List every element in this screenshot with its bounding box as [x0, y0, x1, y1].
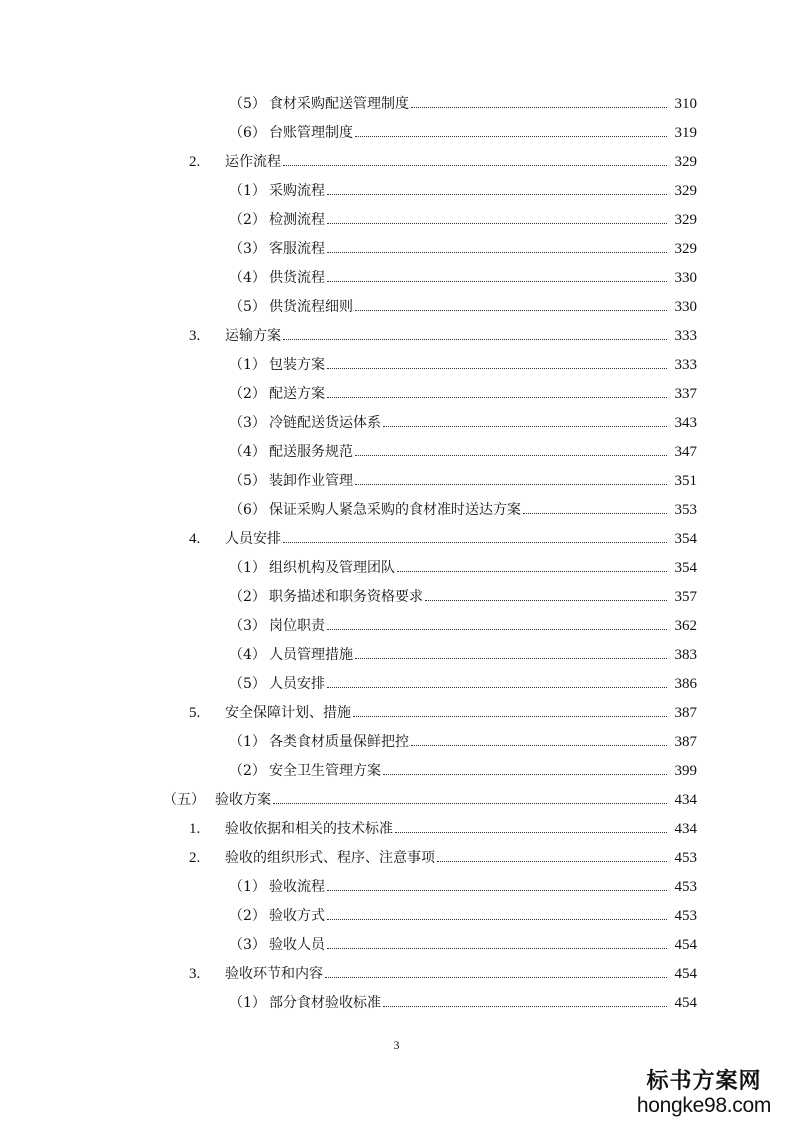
toc-entry: [0, 873, 697, 902]
toc-entry-number: （1）: [229, 183, 266, 199]
toc-entry-page: 329: [674, 212, 697, 228]
toc-entry-number: （5）: [229, 473, 266, 489]
toc-entry-number: （1）: [229, 357, 266, 373]
toc-entry-number: 2.: [189, 154, 201, 170]
toc-entry-number: （2）: [229, 908, 266, 924]
toc-entry-number: （1）: [229, 734, 266, 750]
toc-leader-dots: [353, 702, 667, 717]
toc-leader-dots: [355, 470, 667, 485]
toc-entry-title: 验收人员: [269, 937, 325, 953]
toc-entry-number: 3.: [189, 966, 201, 982]
toc-leader-dots: [355, 644, 667, 659]
toc-entry-title: 食材采购配送管理制度: [269, 96, 409, 112]
toc-entry-number: （1）: [229, 995, 266, 1011]
toc-leader-dots: [397, 557, 667, 572]
toc-entry: [0, 554, 697, 583]
toc-entry-title: 部分食材验收标准: [269, 995, 381, 1011]
toc-entry: [0, 438, 697, 467]
toc-entry: [0, 322, 697, 351]
toc-entry-number: （4）: [229, 444, 266, 460]
toc-leader-dots: [383, 760, 667, 775]
toc-entry: [0, 931, 697, 960]
toc-entry: [0, 525, 697, 554]
toc-entry-title: 检测流程: [269, 212, 325, 228]
toc-entry-number: （5）: [229, 96, 266, 112]
toc-entry-number: （2）: [229, 212, 266, 228]
watermark-logo: [629, 1068, 779, 1118]
toc-leader-dots: [327, 905, 667, 920]
toc-entry-page: 333: [674, 357, 697, 373]
toc-entry: [0, 583, 697, 612]
toc-entry-title: 验收方案: [215, 792, 271, 808]
toc-leader-dots: [325, 963, 667, 978]
toc-entry-page: 351: [674, 473, 697, 489]
toc-entry-number: （4）: [229, 647, 266, 663]
toc-entry: [0, 612, 697, 641]
toc-entry-title: 安全卫生管理方案: [269, 763, 381, 779]
toc-leader-dots: [327, 267, 667, 282]
toc-entry-page: 347: [674, 444, 697, 460]
toc-entry-page: 330: [674, 299, 697, 315]
toc-entry-title: 岗位职责: [269, 618, 325, 634]
toc-entry: [0, 177, 697, 206]
toc-leader-dots: [383, 412, 667, 427]
toc-leader-dots: [327, 383, 667, 398]
toc-entry-title: 验收流程: [269, 879, 325, 895]
toc-entry-page: 453: [674, 850, 697, 866]
toc-entry: [0, 757, 697, 786]
toc-entry-number: 5.: [189, 705, 201, 721]
toc-entry-number: （5）: [229, 299, 266, 315]
toc-entry-page: 337: [674, 386, 697, 402]
toc-entry: [0, 235, 697, 264]
toc-leader-dots: [355, 441, 667, 456]
toc-leader-dots: [327, 180, 667, 195]
toc-entry-title: 台账管理制度: [269, 125, 353, 141]
toc-entry-number: （五）: [163, 792, 205, 808]
toc-entry: [0, 815, 697, 844]
toc-entry-number: （1）: [229, 560, 266, 576]
toc-entry-page: 399: [674, 763, 697, 779]
toc-entry-number: （2）: [229, 763, 266, 779]
toc-leader-dots: [283, 151, 667, 166]
toc-entry-number: 4.: [189, 531, 201, 547]
toc-leader-dots: [273, 789, 667, 804]
toc-leader-dots: [327, 673, 667, 688]
toc-entry: [0, 206, 697, 235]
toc-entry-page: 434: [674, 792, 697, 808]
toc-entry: [0, 293, 697, 322]
toc-entry-page: 330: [674, 270, 697, 286]
toc-entry: [0, 467, 697, 496]
toc-entry-title: 职务描述和职务资格要求: [269, 589, 423, 605]
toc-entry-page: 329: [674, 241, 697, 257]
toc-leader-dots: [355, 122, 667, 137]
toc-entry-page: 357: [674, 589, 697, 605]
toc-leader-dots: [327, 876, 667, 891]
toc-entry-number: 1.: [189, 821, 201, 837]
toc-entry-title: 包装方案: [269, 357, 325, 373]
toc-leader-dots: [327, 238, 667, 253]
toc-entry-title: 人员安排: [269, 676, 325, 692]
toc-leader-dots: [425, 586, 667, 601]
toc-entry-page: 454: [674, 995, 697, 1011]
toc-entry: [0, 670, 697, 699]
toc-entry: [0, 786, 697, 815]
toc-entry-page: 353: [674, 502, 697, 518]
toc-entry-title: 配送方案: [269, 386, 325, 402]
toc-entry: [0, 902, 697, 931]
toc-entry-page: 386: [674, 676, 697, 692]
toc-entry-title: 组织机构及管理团队: [269, 560, 395, 576]
toc-entry-number: 2.: [189, 850, 201, 866]
toc-entry-page: 453: [674, 908, 697, 924]
toc-entry-page: 319: [674, 125, 697, 141]
toc-entry: [0, 989, 697, 1018]
watermark-url: hongke98.com: [636, 1094, 772, 1117]
toc-entry-page: 387: [674, 705, 697, 721]
toc-leader-dots: [327, 209, 667, 224]
toc-entry-number: （3）: [229, 618, 266, 634]
toc-entry-number: （2）: [229, 386, 266, 402]
toc-entry-title: 验收方式: [269, 908, 325, 924]
toc-entry: [0, 641, 697, 670]
toc-entry-number: 3.: [189, 328, 201, 344]
toc-entry-page: 310: [674, 96, 697, 112]
toc-leader-dots: [327, 615, 667, 630]
toc-leader-dots: [283, 528, 667, 543]
toc-entry-page: 454: [674, 966, 697, 982]
toc-entry-number: （3）: [229, 415, 266, 431]
toc-entry: [0, 351, 697, 380]
toc-entry-title: 人员安排: [225, 531, 281, 547]
toc-entry: [0, 90, 697, 119]
toc-entry: [0, 844, 697, 873]
toc-entry-title: 装卸作业管理: [269, 473, 353, 489]
toc-entry-number: （3）: [229, 241, 266, 257]
toc-entry-title: 运作流程: [225, 154, 281, 170]
toc-leader-dots: [523, 499, 667, 514]
page-number: 3: [393, 1038, 400, 1052]
toc-entry-title: 人员管理措施: [269, 647, 353, 663]
toc-entry-page: 387: [674, 734, 697, 750]
toc-entry-title: 冷链配送货运体系: [269, 415, 381, 431]
toc-entry: [0, 699, 697, 728]
toc-entry: [0, 960, 697, 989]
toc-entry-number: （6）: [229, 502, 266, 518]
toc-entry-page: 354: [674, 531, 697, 547]
toc-entry: [0, 380, 697, 409]
toc-entry-title: 客服流程: [269, 241, 325, 257]
toc-entry-title: 各类食材质量保鲜把控: [269, 734, 409, 750]
toc-entry: [0, 409, 697, 438]
toc-entry-title: 验收环节和内容: [225, 966, 323, 982]
watermark-cn: 标书方案网: [646, 1068, 762, 1094]
toc-entry-title: 保证采购人紧急采购的食材准时送达方案: [269, 502, 521, 518]
toc-entry-number: （6）: [229, 125, 266, 141]
toc-leader-dots: [383, 992, 667, 1007]
toc-entry: [0, 496, 697, 525]
toc-entry-page: 454: [674, 937, 697, 953]
toc-entry-title: 采购流程: [269, 183, 325, 199]
toc-entry-number: （1）: [229, 879, 266, 895]
toc-entry-title: 验收依据和相关的技术标准: [225, 821, 393, 837]
toc-leader-dots: [411, 93, 667, 108]
toc-entry-number: （2）: [229, 589, 266, 605]
toc-entry-page: 329: [674, 154, 697, 170]
toc-leader-dots: [411, 731, 667, 746]
toc-entry-title: 运输方案: [225, 328, 281, 344]
toc-entry: [0, 264, 697, 293]
toc-entry-number: （3）: [229, 937, 266, 953]
toc-leader-dots: [327, 934, 667, 949]
toc-entry: [0, 148, 697, 177]
toc-entry-page: 453: [674, 879, 697, 895]
toc-entry-page: 354: [674, 560, 697, 576]
toc-entry-page: 434: [674, 821, 697, 837]
toc-entry-page: 333: [674, 328, 697, 344]
toc-leader-dots: [283, 325, 667, 340]
toc-entry-page: 329: [674, 183, 697, 199]
toc-entry-page: 383: [674, 647, 697, 663]
toc-entry-title: 配送服务规范: [269, 444, 353, 460]
toc-leader-dots: [355, 296, 667, 311]
toc-entry-title: 安全保障计划、措施: [225, 705, 351, 721]
toc-entry-number: （4）: [229, 270, 266, 286]
toc-leader-dots: [395, 818, 667, 833]
toc-entry-title: 供货流程细则: [269, 299, 353, 315]
toc-entry-title: 验收的组织形式、程序、注意事项: [225, 850, 435, 866]
toc-entry-page: 343: [674, 415, 697, 431]
toc-entry-number: （5）: [229, 676, 266, 692]
toc-leader-dots: [327, 354, 667, 369]
toc-entry: [0, 728, 697, 757]
toc-leader-dots: [437, 847, 667, 862]
toc-entry: [0, 119, 697, 148]
toc-entry-page: 362: [674, 618, 697, 634]
toc-entry-title: 供货流程: [269, 270, 325, 286]
